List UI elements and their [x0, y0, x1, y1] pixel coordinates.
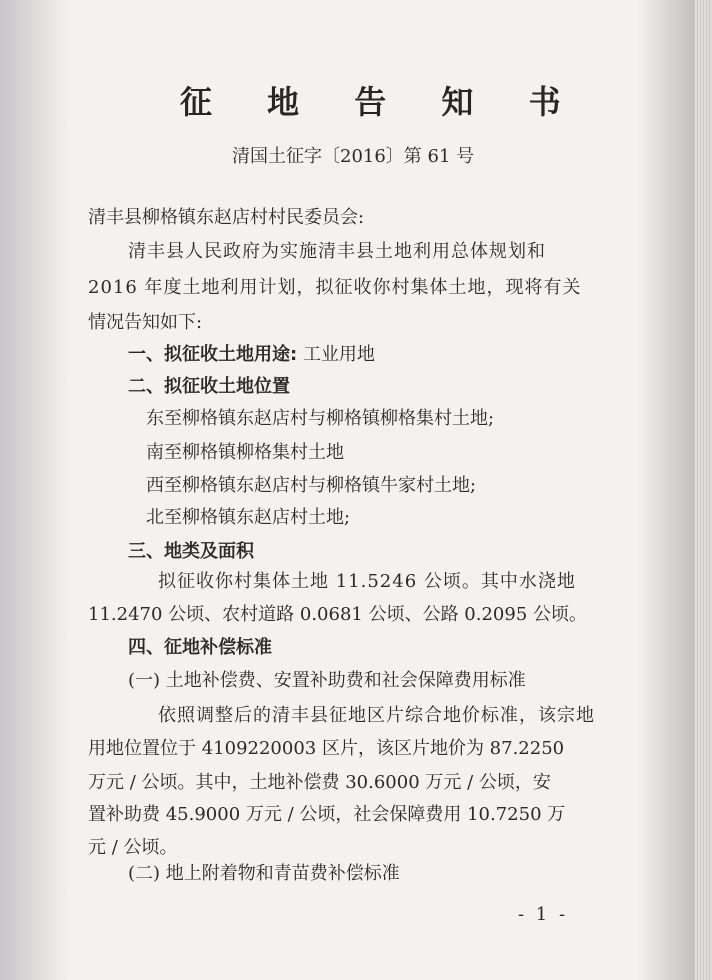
boundary-east: 东至柳格镇东赵店村与柳格镇柳格集村土地; [146, 408, 495, 429]
section-1-value: 工业用地 [302, 344, 375, 365]
compensation-line-2: 用地位置位于 4109220003 区片，该区片地价为 87.2250 [88, 738, 565, 759]
section-4-heading: 四、征地补偿标准 [128, 637, 272, 658]
document-number: 清国土征字〔2016〕第 61 号 [232, 146, 475, 167]
intro-line-2: 2016 年度土地利用计划，拟征收你村集体土地，现将有关 [88, 277, 582, 298]
compensation-line-1: 依照调整后的清丰县征地区片综合地价标准，该宗地 [158, 705, 595, 726]
document-title: 征 地 告 知 书 [180, 83, 583, 121]
subsection-1-heading: (一) 土地补偿费、安置补助费和社会保障费用标准 [128, 670, 526, 691]
boundary-south: 南至柳格镇柳格集村土地 [146, 442, 344, 463]
area-line-1: 拟征收你村集体土地 11.5246 公顷。其中水浇地 [158, 571, 576, 592]
section-2-heading: 二、拟征收土地位置 [128, 376, 290, 397]
intro-line-1: 清丰县人民政府为实施清丰县土地利用总体规划和 [128, 241, 546, 262]
boundary-west: 西至柳格镇东赵店村与柳格镇牛家村土地; [146, 475, 477, 496]
boundary-north: 北至柳格镇东赵店村土地; [146, 507, 351, 528]
intro-line-3: 情况告知如下: [88, 312, 203, 333]
compensation-line-5: 元 / 公顷。 [88, 837, 178, 858]
section-1 [128, 343, 375, 367]
compensation-line-4: 置补助费 45.9000 万元 / 公顷，社会保障费用 10.7250 万 [88, 804, 566, 825]
section-1-heading: 一、拟征收土地用途: [128, 344, 298, 365]
area-line-2: 11.2470 公顷、农村道路 0.0681 公顷、公路 0.2095 公顷。 [88, 604, 588, 625]
compensation-line-3: 万元 / 公顷。其中，土地补偿费 30.6000 万元 / 公顷，安 [88, 772, 551, 793]
page-number: - 1 - [518, 904, 569, 925]
salutation: 清丰县柳格镇东赵店村村民委员会: [88, 207, 365, 228]
subsection-2-heading: (二) 地上附着物和青苗费补偿标准 [128, 863, 400, 884]
section-3-heading: 三、地类及面积 [128, 541, 254, 562]
